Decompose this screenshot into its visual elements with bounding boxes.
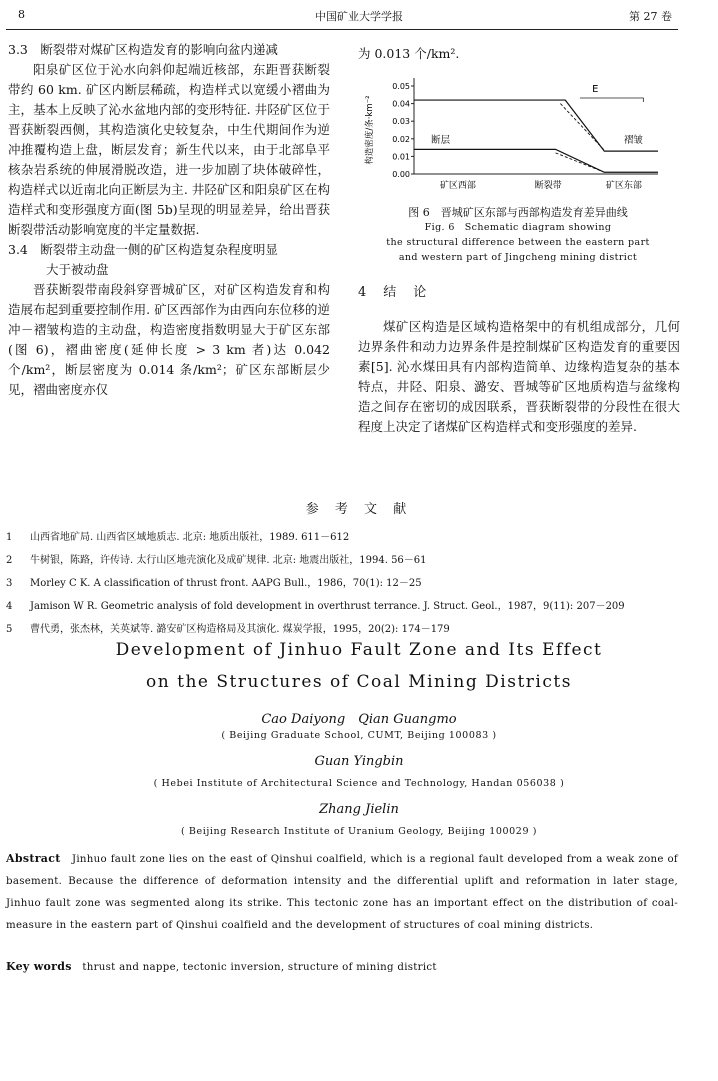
y-tick-label: 0.04 — [392, 99, 410, 109]
conclusion-paragraph: 煤矿区构造是区域构造格架中的有机组成部分，几何边界条件和动力边界条件是控制煤矿区构造发育的重要因素[5]. 沁水煤田具有内部构造简单、边缘构造复杂的基本特点，井陉、阳泉、潞安、晋城等矿区地质构造与盆缘构造之间存在密切的成因联系，晋获断裂带的分段性在很大程度上决定了诸煤矿区构造样式和变形强度的差异. — [358, 319, 680, 434]
running-header — [0, 8, 718, 26]
section-3-3-title: 3.3 断裂带对煤矿区构造发育的影响向盆内递减 — [8, 42, 278, 57]
english-title-line: on the Structures of Coal Mining Districts — [146, 672, 572, 692]
series-line — [414, 149, 658, 172]
reference-item — [6, 549, 686, 572]
continuation-text: 为 0.013 个/km². — [358, 46, 460, 61]
reference-number: 5 — [6, 624, 13, 635]
conclusion-title: 4 结 论 — [358, 285, 429, 300]
figure-caption-en — [358, 220, 678, 265]
section-3-4-title: 3.4 断裂带主动盘一侧的矿区构造复杂程度明显 — [8, 242, 278, 257]
reference-item — [6, 595, 686, 618]
reference-number: 4 — [6, 601, 13, 612]
y-tick-label: 0.00 — [392, 170, 410, 179]
reference-text: 牛树银，陈路，许传诗. 太行山区地壳演化及成矿规律. 北京: 地震出版社，1994. 56－61 — [30, 555, 427, 566]
reference-item — [6, 526, 686, 549]
series-line — [414, 100, 658, 151]
reference-number: 3 — [6, 578, 13, 589]
section-3-4-paragraph: 晋获断裂带南段斜穿晋城矿区，对矿区构造发育和构造展布起到重要控制作用. 矿区西部作为由西向东位移的逆冲－褶皱构造的主动盘，构造密度指数明显大于矿区东部(图 6)，褶曲密度(延伸长度 > 3 km 者)达 0.042 个/km²，断层密度为 0.014 条/km²；矿区东部断层少见，褶曲密度亦仅 — [8, 282, 330, 397]
section-3-4-title-continued: 大于被动盘 — [46, 262, 109, 277]
reference-text: Morley C K. A classification of thrust front. AAPG Bull.，1986，70(1): 12－25 — [30, 578, 422, 589]
abstract — [6, 848, 678, 937]
reference-text: 山西省地矿局. 山西省区域地质志. 北京: 地质出版社，1989. 611－612 — [30, 532, 350, 543]
x-region-label: 矿区西部 — [439, 181, 476, 191]
english-title — [0, 634, 718, 698]
series-label: 褶皱 — [623, 135, 643, 147]
legend-label: E — [592, 84, 599, 95]
reference-item — [6, 572, 686, 595]
series-label: 断层 — [431, 135, 451, 147]
affiliation-3: ( Beijing Research Institute of Uranium Geology, Beijing 100029 ) — [180, 826, 538, 837]
x-region-label: 矿区东部 — [605, 181, 642, 191]
authors-line-3: Zhang Jielin — [319, 802, 399, 817]
figure-6-chart — [358, 66, 678, 202]
y-tick-label: 0.02 — [392, 134, 410, 144]
references-title: 参 考 文 献 — [305, 502, 413, 517]
affiliation-2: ( Hebei Institute of Architectural Science and Technology, Handan 056038 ) — [153, 778, 565, 789]
abstract-text: Jinhuo fault zone lies on the east of Qinshui coalfield, which is a regional fault developed from a weak zone of basement. Because the difference of deformation intensity and the differential uplift and reformation in later stage, Jinhuo fault zone was segmented along its strike. This tectonic zone has an important effect on the distribution of coal-measure in the eastern part of Qinshui coalfield and the development of structures of coal mining districts. — [6, 854, 678, 931]
page-number: 8 — [18, 8, 25, 21]
figure-caption-en-line: the structural difference between the eastern part — [386, 237, 650, 248]
keywords-label: Key words — [6, 960, 72, 973]
right-column-continuation — [358, 44, 680, 64]
reference-number: 2 — [6, 555, 13, 566]
figure-caption-en-line: Fig. 6 Schematic diagram showing — [424, 222, 612, 233]
y-axis-label: 构造密度/条·km⁻² — [365, 95, 375, 165]
affiliation-1: ( Beijing Graduate School, CUMT, Beijing 100083 ) — [221, 730, 497, 741]
legend-bracket — [580, 98, 643, 102]
left-column — [8, 40, 330, 400]
reference-text: Jamison W R. Geometric analysis of fold development in overthrust terrance. J. Struct. Geol.，1987，9(11): 207－209 — [30, 601, 625, 612]
figure-caption-en-line: and western part of Jingcheng mining district — [398, 252, 638, 263]
y-tick-label: 0.01 — [392, 152, 410, 162]
english-title-line: Development of Jinhuo Fault Zone and Its Effect — [115, 640, 603, 660]
y-tick-label: 0.05 — [392, 82, 410, 91]
abstract-label: Abstract — [6, 852, 61, 865]
authors-line-2: Guan Yingbin — [314, 754, 404, 769]
journal-name: 中国矿业大学学报 — [315, 10, 403, 23]
keywords — [6, 960, 678, 973]
volume-label: 第 27 卷 — [629, 10, 672, 23]
x-region-label: 断裂带 — [534, 181, 562, 191]
authors-line-1: Cao Daiyong Qian Guangmo — [261, 712, 457, 727]
y-tick-label: 0.03 — [392, 117, 410, 127]
section-3-3-paragraph: 阳泉矿区位于沁水向斜仰起端近核部，东距晋获断裂带约 60 km. 矿区内断层稀疏，构造样式以宽缓小褶曲为主，基本上反映了沁水盆地内部的变形特征. 井陉矿区位于晋获断裂西侧，其构造演化史较复杂，中生代期间作为逆冲推覆构造上盘，断层发育；新生代以来，由于北部阜平核杂岩系统的伸展滑脱改造，进一步加剧了块体破碎性，构造样式以近南北向正断层为主. 井陉矿区和阳泉矿区在构造样式和变形强度方面(图 5b)呈现的明显差异，给出晋获断裂带活动影响宽度的半定量数据. — [8, 62, 330, 237]
reference-text: 曹代勇，张杰林，关英斌等. 潞安矿区构造格局及其演化. 煤炭学报，1995，20(2): 174－179 — [30, 624, 450, 635]
figure-caption-zh: 图 6 晋城矿区东部与西部构造发育差异曲线 — [408, 206, 628, 219]
reference-list — [6, 526, 686, 641]
header-rule — [6, 29, 678, 30]
reference-number: 1 — [6, 532, 13, 543]
keywords-text: thrust and nappe, tectonic inversion, structure of mining district — [82, 962, 437, 973]
conclusion-section — [358, 283, 680, 437]
